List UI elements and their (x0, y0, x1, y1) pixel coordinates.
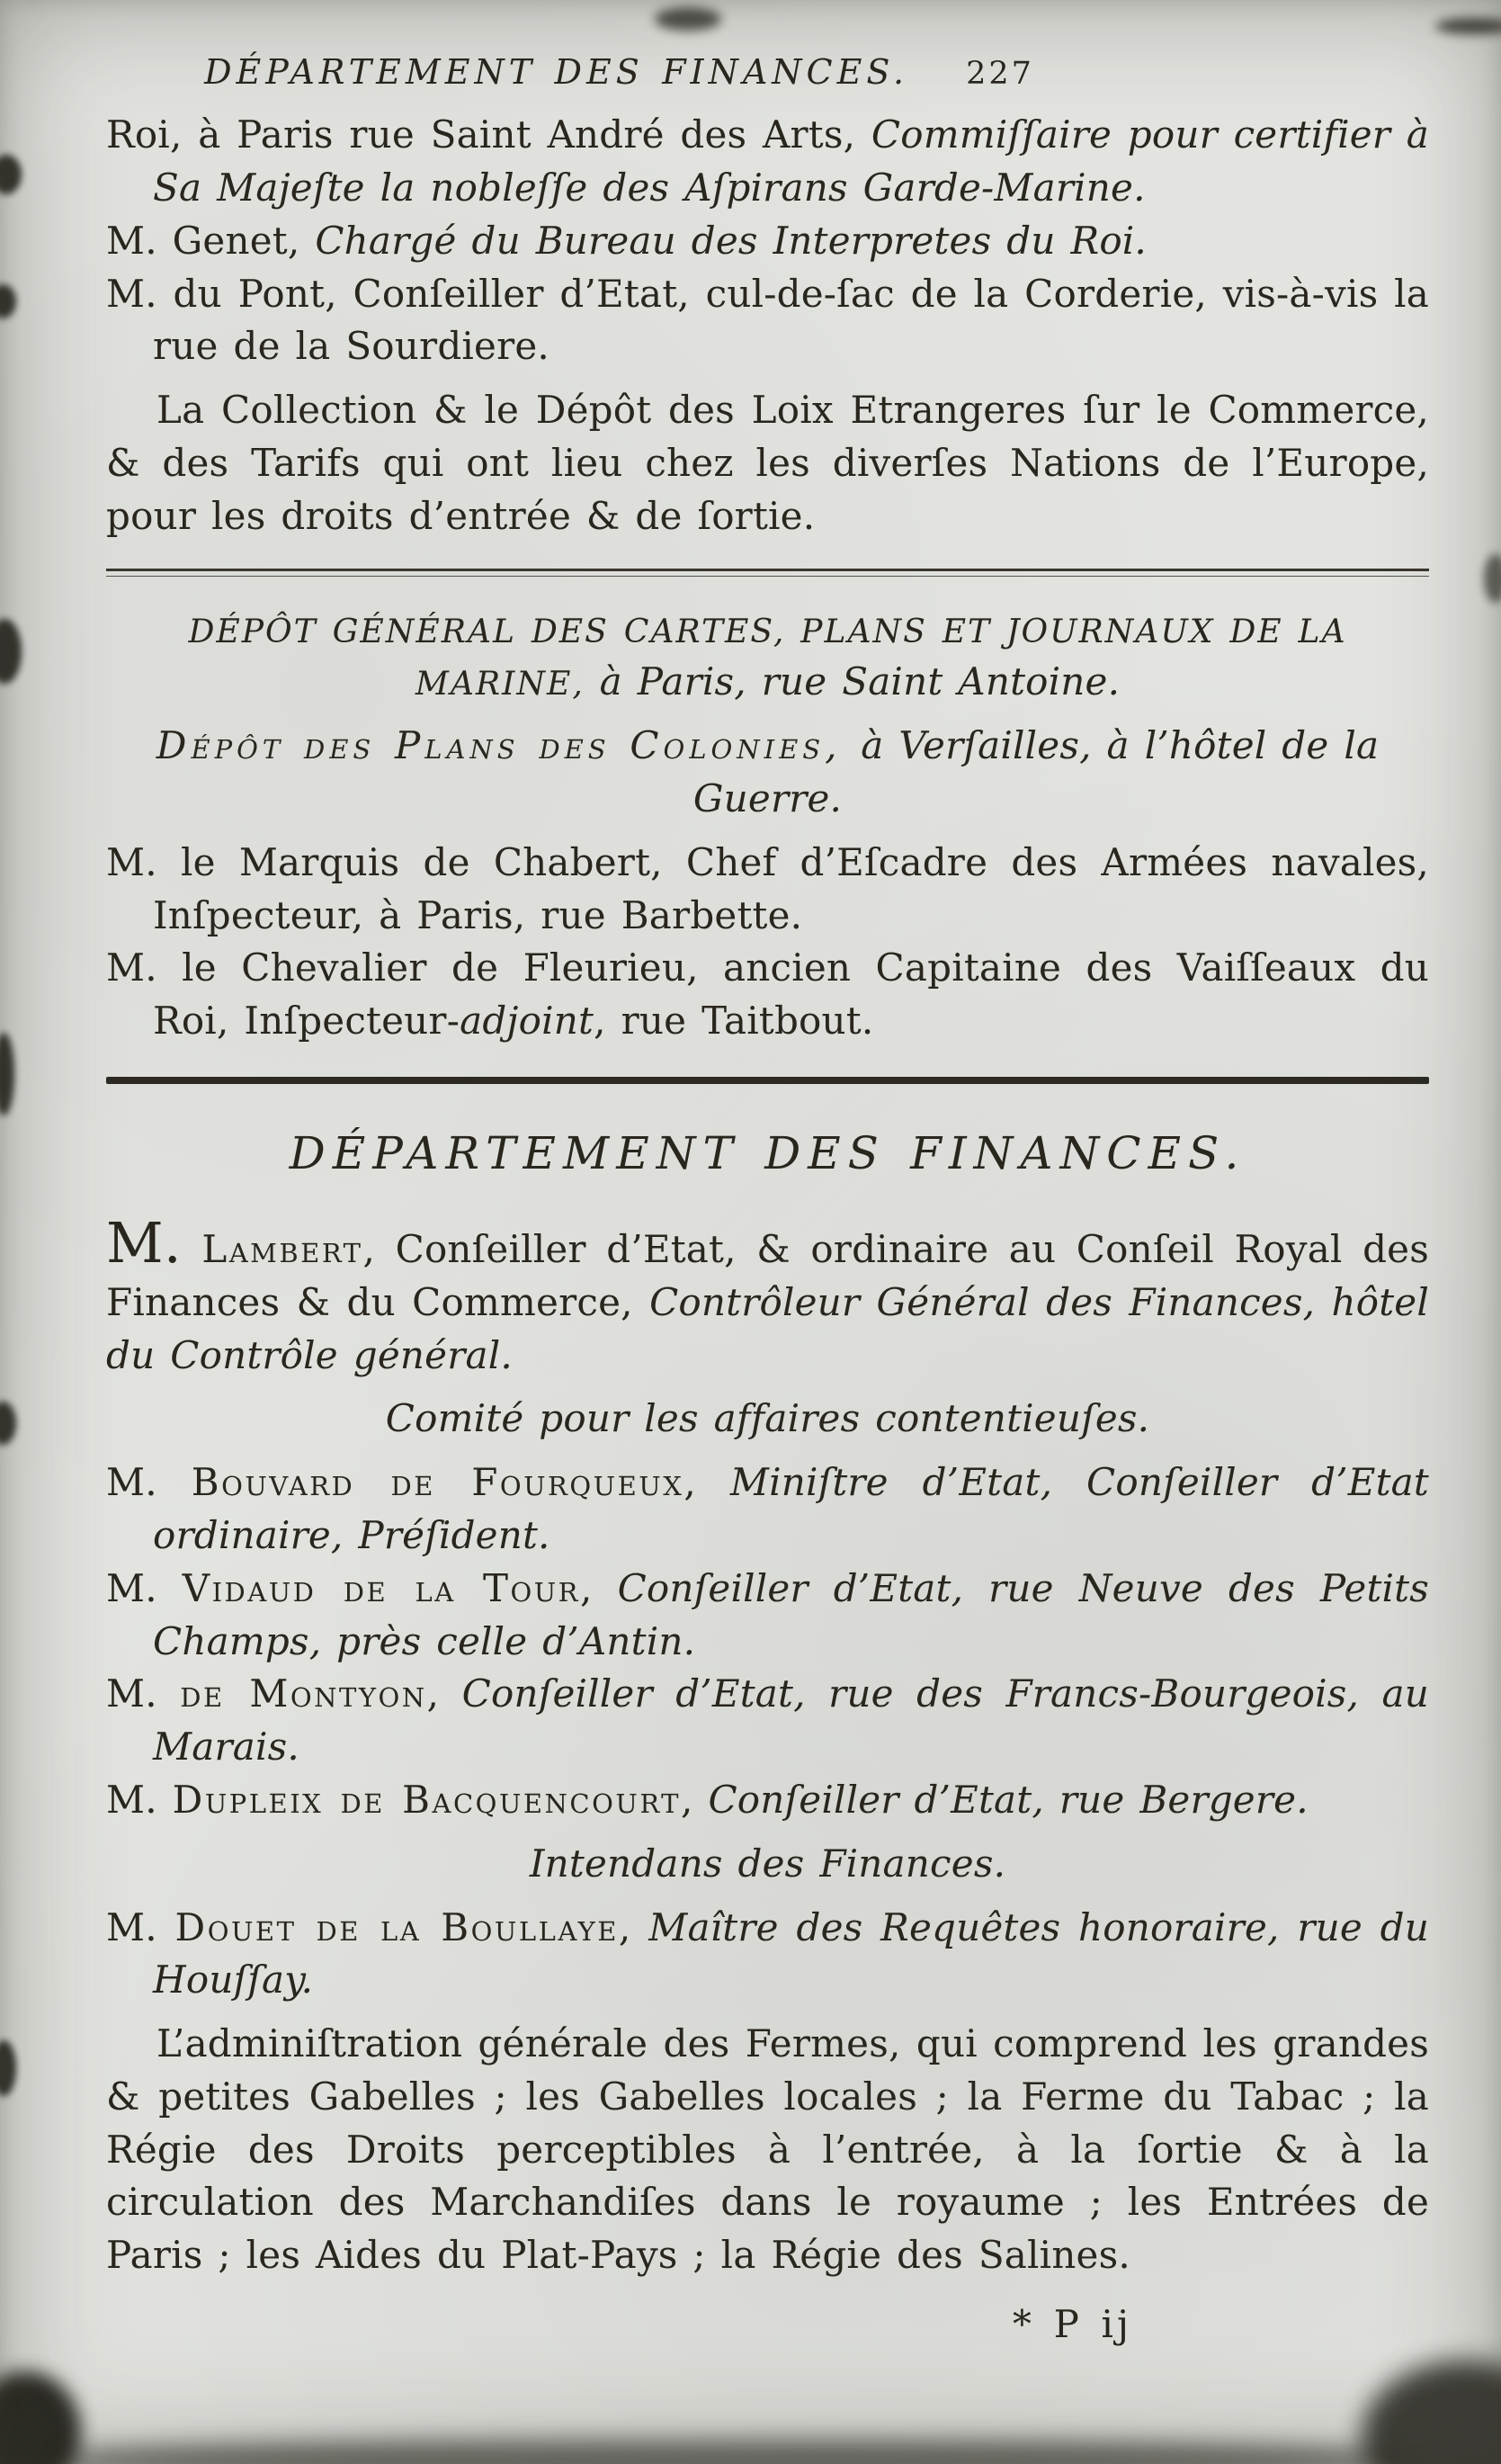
text-segment: Douet de la Boullaye (174, 1904, 619, 1949)
text-segment: Chargé du Bureau des Interpretes du Roi. (315, 218, 1147, 263)
text-segment: , rue Taitbout. (594, 999, 874, 1044)
text-segment: La Collection & le Dépôt des Loix Etrangeres ſur le Commerce, & des Tarifs qui ont lieu chez les diverſes Nations de l’Europe, pour les droits d’entrée & de ſortie. (106, 388, 1429, 538)
entry-montyon (106, 1668, 1429, 1774)
text-segment: M. (106, 1777, 173, 1822)
entry-dupleix (106, 1774, 1429, 1827)
text-segment: Conſeiller d’Etat, rue des Francs-Bourgeois, au Marais. (153, 1671, 1429, 1770)
scan-artifact-left-edge-6 (0, 2040, 16, 2096)
running-header (106, 49, 1429, 96)
entry-genet (106, 215, 1429, 268)
text-segment: Bouvard de Fourqueux (191, 1460, 684, 1505)
text-segment: à Verſailles, à l’hôtel de la Guerre. (692, 723, 1380, 820)
heading-depot-cartes (106, 604, 1429, 710)
text-segment: à Paris, rue Saint Antoine. (599, 659, 1121, 704)
text-segment: Conſeiller d’Etat, rue Neuve des Petits Champs, près celle d’Antin. (153, 1565, 1430, 1663)
text-segment: Comité pour les affaires contentieuſes. (385, 1396, 1150, 1441)
text-segment: Maître des Requêtes honoraire, rue du Houſſay. (153, 1904, 1429, 2003)
text-segment: DÉPARTEMENT DES FINANCES. (289, 1126, 1246, 1179)
entry-vidaud (106, 1563, 1429, 1669)
text-segment: Commiſſaire pour certifier à Sa Majeſte la nobleſſe des Aſpirans Garde-Marine. (153, 112, 1429, 210)
text-segment: Vidaud de la Tour (182, 1565, 581, 1610)
scan-artifact-left-edge-4 (0, 1033, 14, 1116)
text-segment: Contrôleur Général des Finances, hôtel du Contrôle général. (106, 1279, 1429, 1377)
section-heading-finances (106, 1122, 1429, 1185)
text-segment: Intendans des Finances. (529, 1841, 1006, 1886)
text-segment: Dupleix de Bacquencourt (172, 1777, 681, 1822)
scan-artifact-top-smudge (655, 7, 721, 31)
text-segment: M. (106, 1460, 192, 1505)
text-segment: , (681, 1777, 709, 1822)
text-segment: Conſeiller d’Etat, rue Bergere. (708, 1777, 1309, 1822)
scan-artifact-right-edge (1484, 554, 1501, 603)
note-collection-depot (106, 384, 1429, 542)
subheading-intendans (106, 1838, 1429, 1891)
text-segment: , (580, 1565, 618, 1610)
heading-depot-colonies (106, 720, 1429, 826)
subheading-comite (106, 1393, 1429, 1446)
page-body (106, 109, 1429, 2282)
text-segment: M. le Marquis de Chabert, Chef d’Eſcadre des Armées navales, Inſpecteur, à Paris, rue Barbette. (106, 839, 1429, 937)
section-rule-thin (106, 569, 1429, 577)
text-segment: , (683, 1460, 730, 1505)
scan-artifact-left-edge-5 (0, 1402, 16, 1445)
text-segment: Lambert (201, 1226, 363, 1271)
running-header-title: DÉPARTEMENT DES FINANCES. (204, 52, 909, 92)
text-segment: M. (106, 1904, 175, 1949)
text-segment: Roi, à Paris rue Saint André des Arts, (106, 112, 871, 157)
text-segment: adjoint (460, 999, 594, 1044)
entry-du-pont (106, 268, 1429, 374)
scan-artifact-top-right (1435, 18, 1501, 34)
text-segment: L’adminiſtration générale des Fermes, qui comprend les grandes & petites Gabelles ; les Gabelles locales ; la Ferme du Tabac ; la Régie des Droits perceptibles à l’entrée, à la ſortie & à la circulation des Marchandiſes dans le royaume ; les Entrées de Paris ; les Aides du Plat-Pays ; la Régie des Salines. (106, 2021, 1429, 2278)
entry-fleurieu (106, 942, 1429, 1048)
text-segment: , Conſeiller d’Etat, & ordinaire au Conſeil Royal des Finances & du Commerce, (106, 1226, 1429, 1324)
section-rule-thick (106, 1077, 1429, 1084)
text-segment: M. (106, 1209, 182, 1276)
text-segment: M. (106, 1565, 183, 1610)
text-segment: M. Genet, (106, 218, 316, 263)
scan-artifact-bottom-band (63, 2440, 1394, 2464)
text-segment: , (618, 1904, 649, 1949)
scan-artifact-bottom-right (1362, 2361, 1501, 2464)
text-segment: de Montyon (180, 1671, 427, 1716)
entry-chabert (106, 837, 1429, 943)
text-segment: M. le Chevalier de Fleurieu, ancien Capitaine des Vaiſſeaux du Roi, Inſpecteur- (106, 945, 1429, 1044)
scan-artifact-left-edge-1 (0, 155, 22, 194)
text-segment: Miniſtre d’Etat, Conſeiller d’Etat ordinaire, Préſident. (153, 1460, 1429, 1557)
text-segment: M. du Pont, Conſeiller d’Etat, cul-de-ſac de la Corderie, vis-à-vis la rue de la Sourdiere. (106, 271, 1429, 369)
entry-douet (106, 1902, 1429, 2008)
text-block (106, 49, 1429, 2352)
text-segment: , (426, 1671, 462, 1716)
scan-artifact-left-edge-2 (0, 284, 16, 318)
text-segment (182, 1227, 202, 1271)
note-fermes (106, 2018, 1429, 2282)
text-segment: Dépôt des Plans des Colonies, (156, 723, 862, 768)
entry-lambert (106, 1209, 1429, 1382)
entry-bouvard (106, 1456, 1429, 1563)
signature-text: * P ij (1012, 2302, 1132, 2347)
scan-artifact-bottom-left (0, 2371, 81, 2464)
signature-mark (106, 2298, 1429, 2352)
scan-artifact-left-edge-3 (0, 619, 22, 684)
text-segment: DÉPÔT GÉNÉRAL DES CARTES, PLANS ET JOURNAUX DE LA MARINE, (188, 611, 1347, 703)
entry-roi (106, 109, 1429, 215)
text-segment: M. (106, 1671, 181, 1716)
page-number: 227 (966, 56, 1034, 92)
